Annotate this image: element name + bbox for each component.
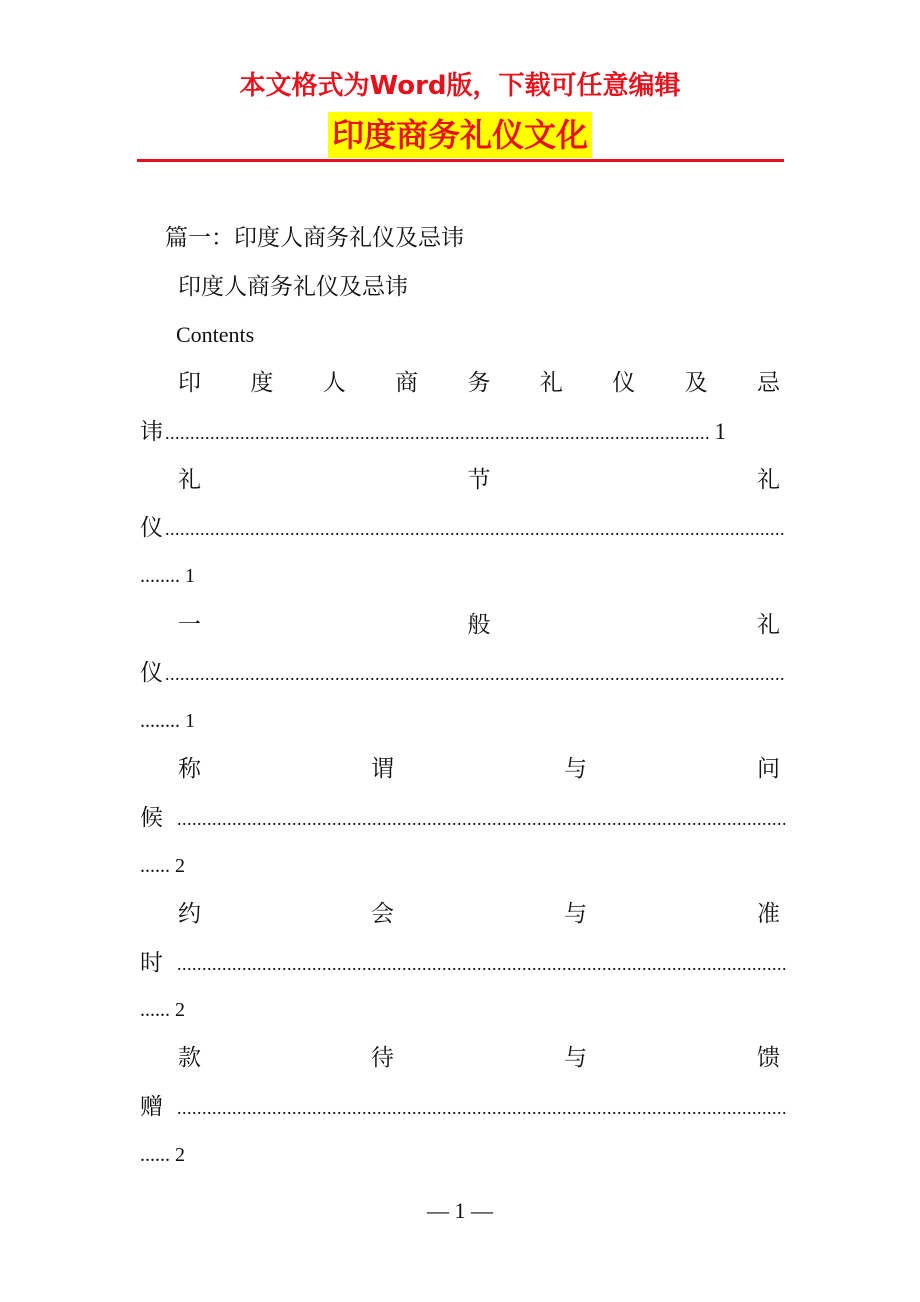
toc-char: 礼 [539,370,563,396]
chapter-heading: 篇一：印度人商务礼仪及忌讳 [165,225,464,251]
toc-page-number: 2 [175,999,185,1021]
toc-char: 仪 [612,370,636,396]
toc-last-char: 时 [140,950,163,976]
toc-char: 问 [757,756,780,782]
toc-char: 度 [250,370,274,396]
toc-char: 会 [371,901,394,927]
download-notice-banner: 本文格式为Word版，下载可任意编辑 [239,71,681,101]
toc-page-number: 2 [175,1144,185,1166]
toc-char: 一 [178,612,201,638]
toc-entry-leader-line[interactable] [140,1092,786,1123]
toc-page-number: 1 [185,565,195,587]
toc-dot-leader [177,1093,786,1123]
toc-char: 印 [178,370,201,396]
toc-char: 礼 [757,467,780,493]
toc-entry-leader-line[interactable] [140,417,726,448]
toc-entry-title-line[interactable] [178,754,780,784]
toc-char: 般 [467,612,491,638]
toc-char: 及 [684,370,708,396]
document-title: 印度商务礼仪文化 [328,112,592,158]
toc-char: 谓 [371,756,394,782]
toc-page-continuation: ...... 2 [140,855,185,877]
toc-char: 礼 [757,612,780,638]
toc-char: 与 [564,901,587,927]
toc-entry-leader-line[interactable] [140,513,786,544]
toc-char: 馈 [757,1045,780,1071]
toc-char: 准 [757,901,780,927]
toc-char: 礼 [178,467,201,493]
toc-dot-leader [177,949,786,979]
toc-last-char: 赠 [140,1094,163,1120]
toc-dot-leader [165,659,786,689]
toc-last-char: 仪 [140,515,163,541]
toc-entry-title-line[interactable] [178,368,780,398]
toc-page-number: 1 [714,419,726,444]
toc-entry-title-line[interactable] [178,899,780,929]
toc-char: 商 [395,370,419,396]
toc-entry-leader-line[interactable] [140,948,786,979]
toc-entry-leader-line[interactable] [140,803,786,834]
toc-page-number: 2 [175,855,185,877]
toc-char: 与 [564,1045,587,1071]
toc-dot-leader [165,514,786,544]
toc-page-continuation: ...... 2 [140,1144,185,1166]
toc-entry-leader-line[interactable] [140,658,786,689]
toc-page-continuation: ........ 1 [140,565,195,587]
toc-char: 与 [564,756,587,782]
page-footer-number: — 1 — [427,1198,493,1223]
toc-char: 务 [467,370,491,396]
toc-page-continuation: ........ 1 [140,710,195,732]
toc-entry-title-line[interactable] [178,465,780,495]
toc-dot-leader [177,804,786,834]
toc-char: 忌 [757,370,780,396]
contents-label: Contents [176,322,255,347]
toc-char: 款 [178,1045,201,1071]
section-subtitle: 印度人商务礼仪及忌讳 [178,274,408,300]
toc-entry-title-line[interactable] [178,610,780,640]
toc-char: 约 [178,901,201,927]
toc-page-number: 1 [185,710,195,732]
toc-char: 待 [371,1045,394,1071]
toc-dot-leader [165,418,711,448]
toc-last-char: 仪 [140,660,163,686]
toc-last-char: 讳 [140,419,163,445]
toc-char: 人 [322,370,346,396]
toc-last-char: 候 [140,805,163,831]
toc-entry-title-line[interactable] [178,1043,780,1073]
title-underline-rule [137,159,784,162]
toc-char: 节 [467,467,491,493]
toc-char: 称 [178,756,201,782]
document-title-wrapper [0,112,920,158]
toc-page-continuation: ...... 2 [140,999,185,1021]
